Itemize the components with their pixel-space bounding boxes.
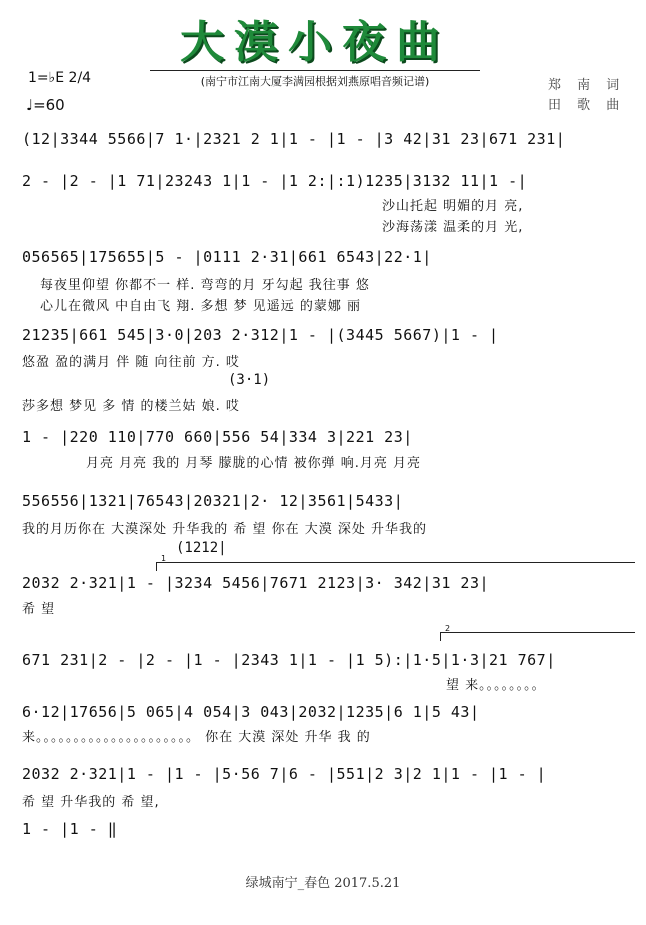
notation-line-9: 6·12|17656|5 065|4 054|3 043|2032|1235|6 1|5 43| — [22, 703, 480, 721]
transcription-note: (南宁市江南大厦李满园根据刘燕原唱音频记谱) — [150, 70, 480, 89]
song-title: 大漠小夜曲 — [180, 17, 450, 68]
footer-signature: 绿城南宁_春色 2017.5.21 — [245, 876, 401, 891]
lyric-line-10: 希 望 升华我的 希 望, — [22, 795, 160, 810]
first-ending-number: 1 — [161, 554, 167, 563]
lyric-line-7: 希 望 — [22, 602, 56, 617]
lyric-line-8: 望 来。。。。。。。。 — [446, 678, 546, 693]
lyric-line-3a: 每夜里仰望 你都不一 样. 弯弯的月 牙勾起 我往事 悠 — [40, 278, 370, 293]
lyric-line-4b: 莎多想 梦见 多 情 的楼兰姑 娘. 哎 — [22, 399, 240, 414]
lyric-line-2b: 沙海荡漾 温柔的月 光, — [382, 220, 524, 235]
key-signature: 1=♭E 2/4 — [28, 70, 92, 86]
lyric-line-5: 月亮 月亮 我的 月琴 朦胧的心情 被你弹 响.月亮 月亮 — [86, 456, 422, 471]
notation-line-2: 2 - |2 - |1 71|23243 1|1 - |1 2:|:1)1235|3132 11|1 -| — [22, 172, 528, 190]
second-ending-bracket — [440, 624, 635, 641]
alternate-notes: (3·1) — [228, 372, 271, 388]
notation-line-4: 21235|661 545|3·0|203 2·312|1 - |(3445 5667)|1 - | — [22, 326, 499, 344]
notation-line-7: 2032 2·321|1 - |3234 5456|7671 2123|3· 342|31 23| — [22, 574, 490, 592]
lyric-line-3b: 心儿在微风 中自由飞 翔. 多想 梦 见遥远 的蒙娜 丽 — [40, 299, 362, 314]
notation-line-5: 1 - |220 110|770 660|556 54|334 3|221 23| — [22, 428, 413, 446]
notation-line-6: 556556|1321|76543|20321|2· 12|3561|5433| — [22, 492, 404, 510]
notation-line-3: 056565|175655|5 - |0111 2·31|661 6543|22·1| — [22, 248, 432, 266]
second-ending-number: 2 — [445, 624, 451, 633]
first-ending-bracket — [156, 554, 635, 571]
intro-reprise-notes: (1212| — [176, 540, 227, 556]
composer-credit: 田 歌 曲 — [548, 98, 626, 113]
lyric-line-4a: 悠盈 盈的满月 伴 随 向往前 方. 哎 — [22, 355, 240, 370]
notation-line-1: (12|3344 5566|7 1·|2321 2 1|1 - |1 - |3 42|31 23|671 231| — [22, 130, 566, 148]
notation-line-11: 1 - |1 - ‖ — [22, 820, 118, 838]
notation-line-8: 671 231|2 - |2 - |1 - |2343 1|1 - |1 5):|1·5|1·3|21 767| — [22, 651, 556, 669]
lyric-line-6: 我的月历你在 大漠深处 升华我的 希 望 你在 大漠 深处 升华我的 — [22, 522, 428, 537]
tempo-marking: ♩=60 — [26, 96, 65, 114]
notation-line-10: 2032 2·321|1 - |1 - |5·56 7|6 - |551|2 3|2 1|1 - |1 - | — [22, 765, 547, 783]
lyric-line-2a: 沙山托起 明媚的月 亮, — [382, 199, 524, 214]
lyric-line-9: 来。。。。。。。。。。。。。。。。。。。。。 你在 大漠 深处 升华 我 的 — [22, 730, 371, 745]
lyricist-credit: 郑 南 词 — [548, 78, 626, 93]
